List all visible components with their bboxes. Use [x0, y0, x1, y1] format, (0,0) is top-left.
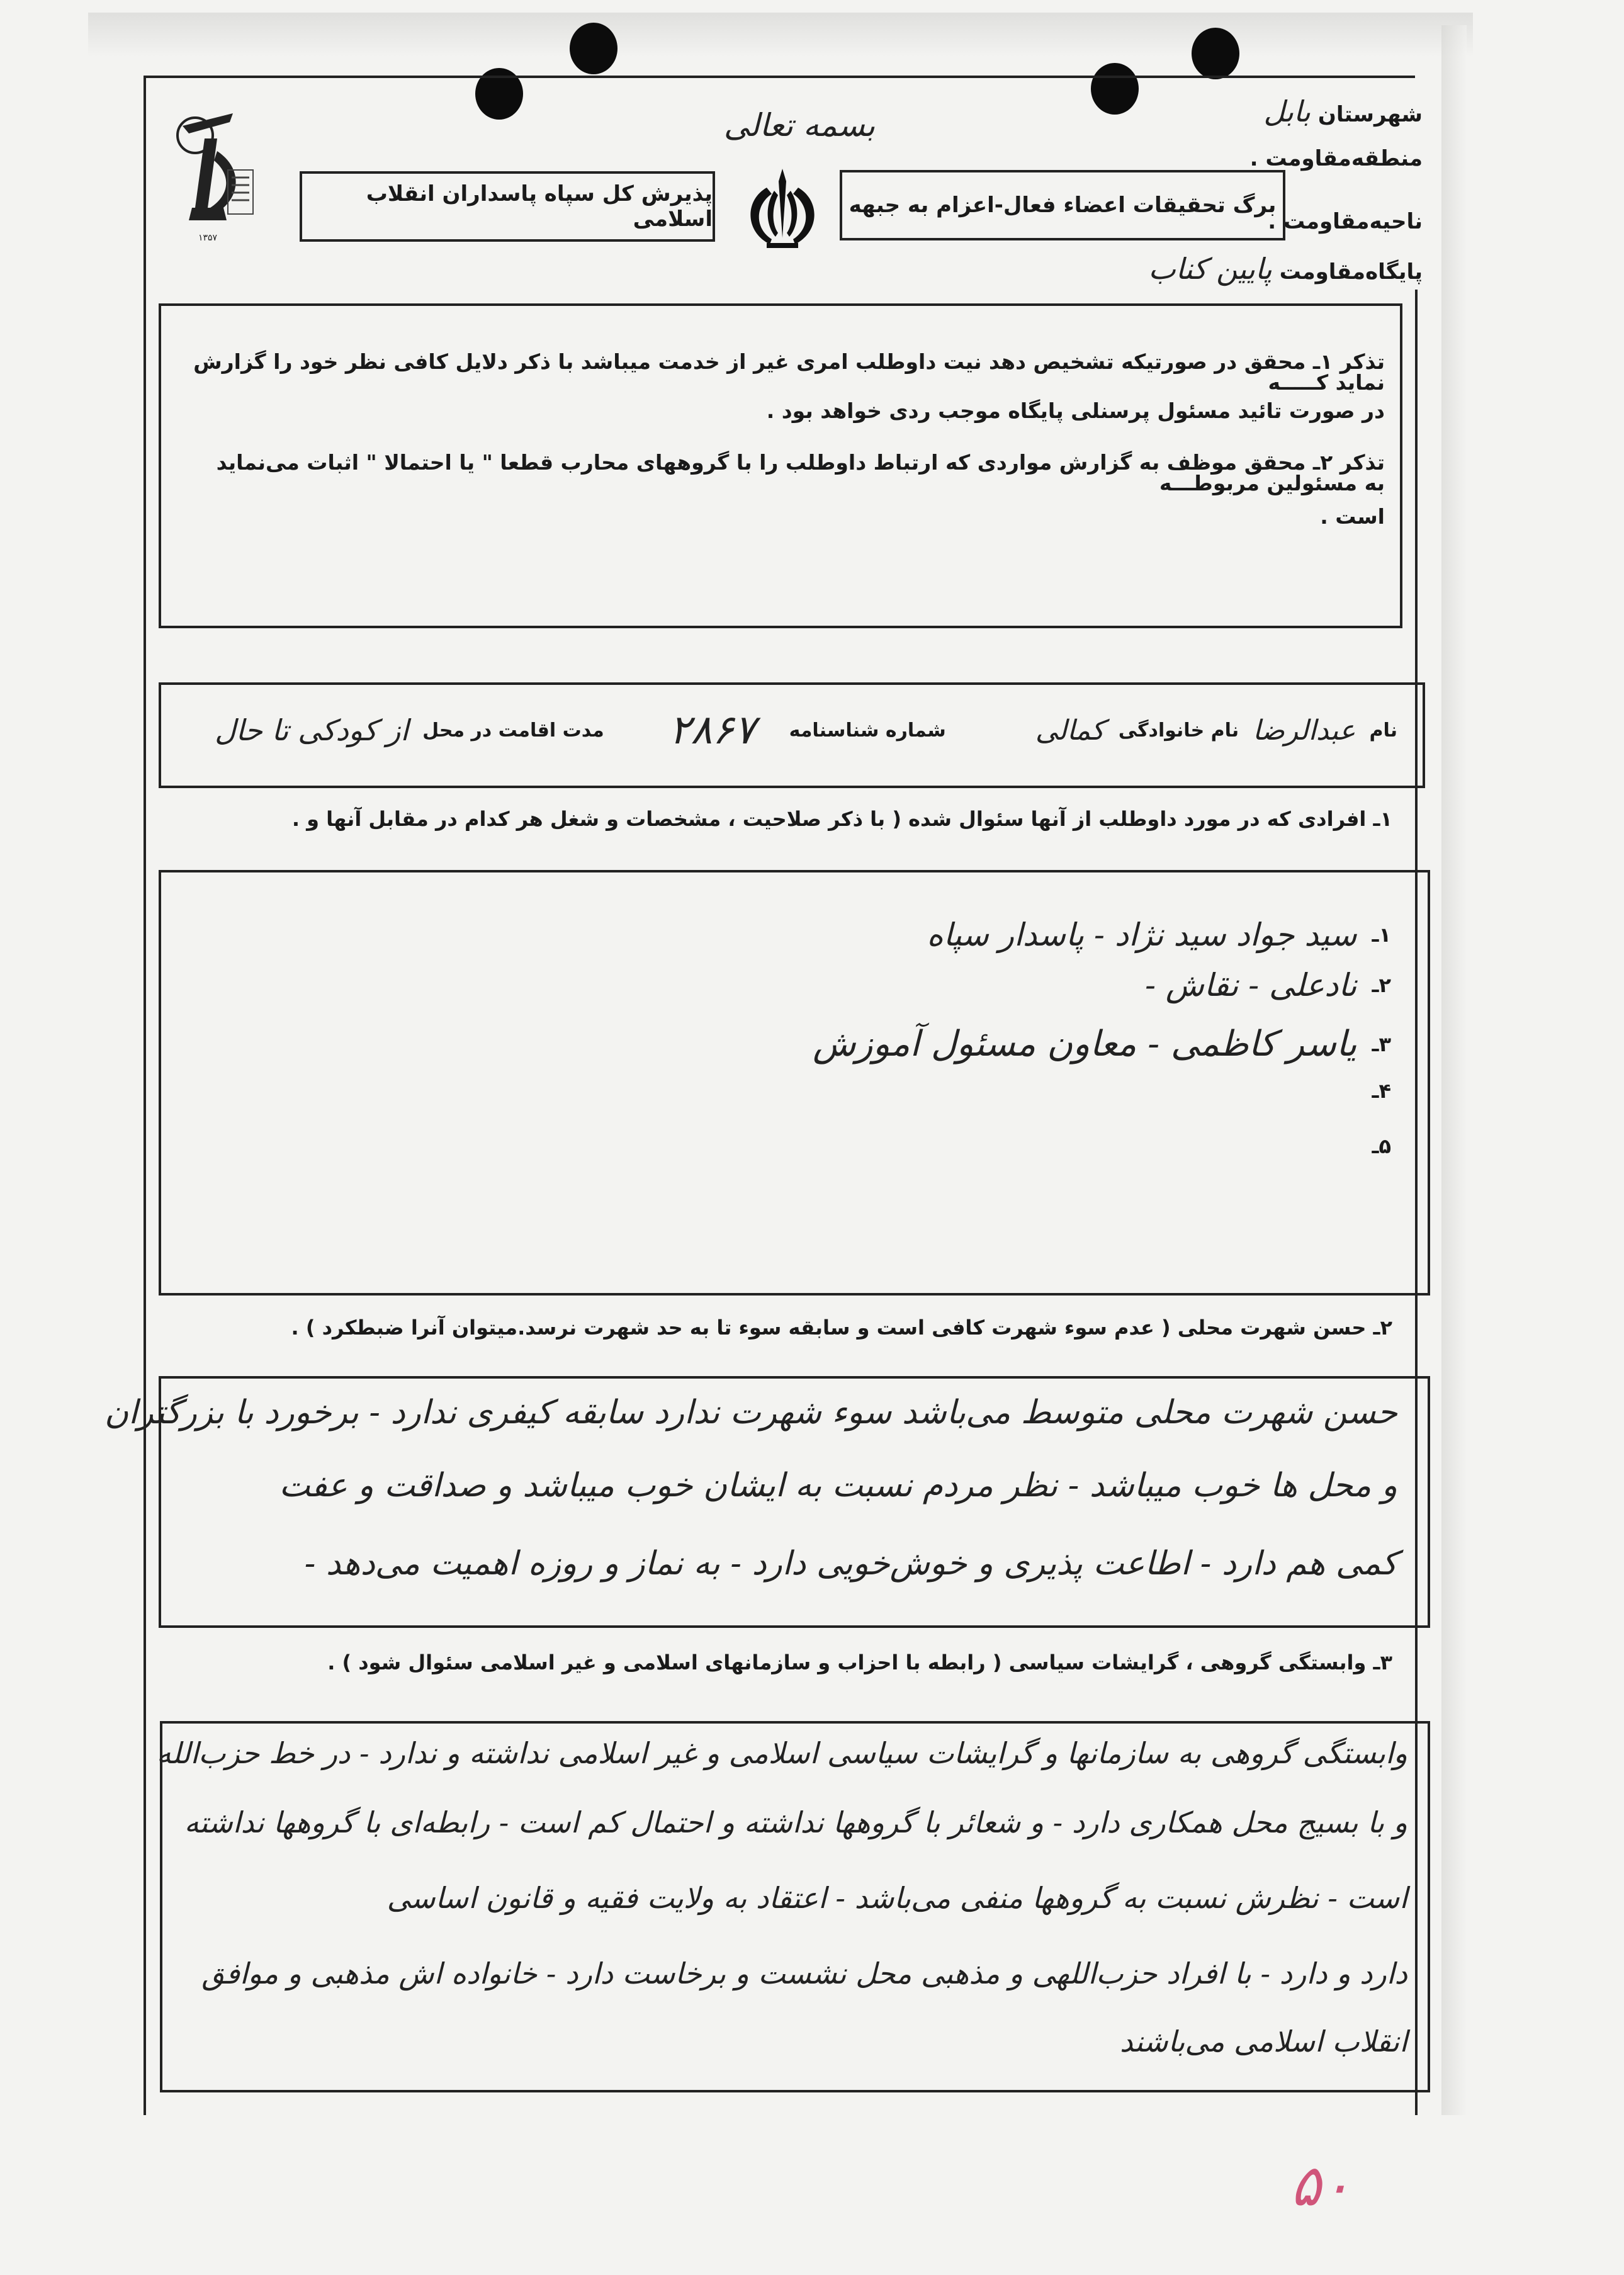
person-number: ۵ـ	[1372, 1134, 1391, 1158]
iran-emblem-icon	[735, 162, 830, 257]
section3-answer-line: است - نظرش نسبت به گروهها منفی می‌باشد - اعتقاد به ولایت فقیه و قانون اساسی	[386, 1881, 1407, 1915]
base-label: پایگاه‌مقاومت	[1279, 259, 1423, 285]
frame-top-line	[144, 76, 1415, 78]
punch-hole	[570, 23, 617, 74]
city-label: شهرستان	[1317, 102, 1423, 127]
region-label: منطقه‌مقاومت .	[1249, 146, 1423, 171]
section3-answer-line: و با بسیج محل همکاری دارد - و شعائر با گروهها نداشته و احتمال کم است - رابطه‌ای با گروهها نداشته	[184, 1805, 1407, 1839]
note1-line2: در صورت تائید مسئول پرسنلی پایگاه موجب ردی خواهد بود .	[766, 398, 1385, 423]
note2-line2: است .	[1320, 504, 1385, 529]
identity-row	[189, 699, 1397, 762]
person-text: سید جواد سید نژاد - پاسدار سپاه	[927, 917, 1357, 953]
base-field	[1108, 252, 1423, 286]
page-number: ۵۰	[1290, 2153, 1351, 2219]
section3-answer-line: وابستگی گروهی به سازمانها و گرایشات سیاسی اسلامی و غیر اسلامی نداشته و ندارد - در خط حزب‌الله	[156, 1736, 1407, 1770]
irgc-emblem-icon	[157, 101, 264, 246]
scan-shadow-right	[1441, 25, 1467, 2115]
family-label: نام خانوادگی	[1118, 719, 1239, 742]
frame-left-line	[144, 76, 146, 2115]
residence-label: مدت اقامت در محل	[422, 719, 604, 742]
section3-answer-line: انقلاب اسلامی می‌باشند	[1120, 2024, 1407, 2058]
svg-text:۱۳۵۷: ۱۳۵۷	[198, 233, 218, 243]
person-1	[692, 917, 1391, 953]
section2-answer-line: کمی هم دارد - اطاعت پذیری و خوش‌خویی دارد - به نماز و روزه اهمیت می‌دهد -	[304, 1545, 1397, 1583]
name-value: عبدالرضا	[1253, 714, 1356, 747]
person-number: ۲ـ	[1372, 973, 1391, 997]
section2-answer-line: حسن شهرت محلی متوسط می‌باشد سوء شهرت ندارد سابقه کیفری ندارد - برخورد با بزرگتران	[104, 1394, 1397, 1431]
city-value: بابل	[1263, 94, 1311, 128]
city-field	[1196, 94, 1423, 128]
person-text: یاسر کاظمی - معاون مسئول آموزش	[813, 1024, 1357, 1064]
person-number: ۱ـ	[1372, 923, 1391, 947]
scan-shadow-top	[88, 13, 1473, 57]
punch-hole	[1091, 63, 1139, 115]
base-value: پایین کناب	[1148, 252, 1272, 286]
person-number: ۳ـ	[1372, 1032, 1391, 1056]
family-value: کمالی	[1035, 714, 1105, 747]
person-3	[692, 1024, 1391, 1064]
residence-value: از کودکی تا حال	[215, 713, 409, 747]
person-2	[692, 967, 1391, 1003]
form-title: برگ تحقیقات اعضاء فعال-اعزام به جبهه	[849, 193, 1277, 218]
section3-question: ۳ـ وابستگی گروهی ، گرایشات سیاسی ( رابطه با احزاب و سازمانهای اسلامی و غیر اسلامی سئوال شود ) .	[327, 1651, 1392, 1674]
punch-hole	[1192, 28, 1239, 79]
org-title: پذیرش کل سپاه پاسداران انقلاب اسلامی	[366, 181, 713, 232]
section2-answer-line: و محل ها خوب میباشد - نظر مردم نسبت به ایشان خوب میباشد و صداقت و عفت	[279, 1467, 1397, 1504]
section3-answer-line: دارد و دارد - با افراد حزب‌اللهی و مذهبی محل نشست و برخاست دارد - خانواده اش مذهبی و موافق	[201, 1956, 1407, 1990]
name-label: نام	[1369, 719, 1397, 742]
person-number: ۴ـ	[1372, 1079, 1391, 1103]
person-text: نادعلی - نقاش -	[1145, 967, 1357, 1003]
district-label: ناحیه‌مقاومت .	[1268, 209, 1423, 234]
bismillah-heading: بسمه تعالی	[723, 107, 876, 144]
id-value: ۲۸۶۷	[668, 707, 756, 754]
person-5	[692, 1134, 1391, 1158]
section2-question: ۲ـ حسن شهرت محلی ( عدم سوء شهرت کافی است و سابقه سوء تا به حد شهرت نرسد.میتوان آنرا ضبطکرد ) .	[291, 1316, 1392, 1340]
person-4	[692, 1079, 1391, 1103]
section1-question: ۱ـ افرادی که در مورد داوطلب از آنها سئوال شده ( با ذکر صلاحیت ، مشخصات و شغل هر کدام در مقابل آنها و .	[291, 807, 1392, 831]
org-title-box	[300, 171, 715, 242]
note2-line1: تذکر ۲ـ محقق موظف به گزارش مواردی که ارتباط داوطلب را با گروههای محارب قطعا " یا احتمالا " اثبات می‌نماید به مسئولین مربوطـــه	[216, 450, 1385, 495]
id-label: شماره شناسنامه	[789, 719, 946, 742]
note1-line1: تذکر ۱ـ محقق در صورتیکه تشخیص دهد نیت داوطلب امری غیر از خدمت میباشد با ذکر دلایل کافی نظر خود را گزارش نماید کـــــه	[193, 349, 1385, 395]
